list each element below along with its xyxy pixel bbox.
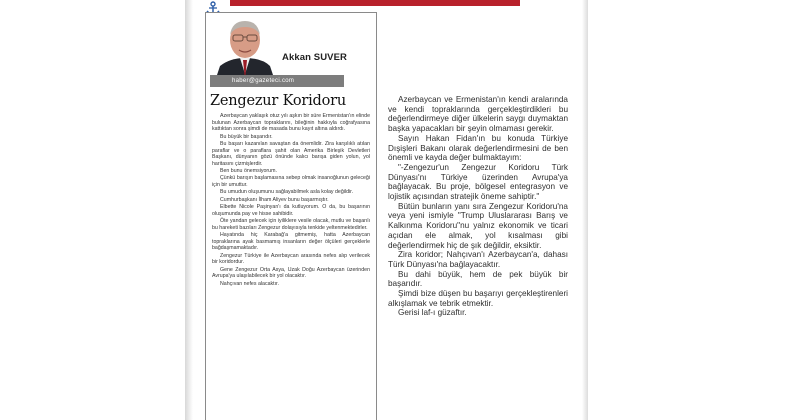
paragraph: Azerbaycan yaklaşık otuz yılı aşkın bir süre Ermenistan'ın elinde bulunan Azerbaycan topraklarını, bileğinin hakkıyla coğrafyasına kattıktan sonra şimdi de masada bunu kayıt altına aldırdı. bbox=[212, 113, 370, 133]
article-body-left bbox=[212, 113, 370, 288]
author-name: Akkan SUVER bbox=[282, 52, 347, 63]
paragraph: Azerbaycan ve Ermenistan'ın kendi aralarında ve kendi topraklarında gerçekleştirdikleri bu değerlendirmeye diğer ülkelerin saygı duymaktan başka yapacakları bir şeyin olmaması gerekir. bbox=[388, 95, 568, 134]
paragraph: Bu başarı kazanılan savaştan da önemlidir. Zira karşılıklı atılan paraflar ve o paraflara şahit olan Amerika Birleşik Devletleri Başkanı, dünyanın gözü önünde kalıcı barışa giden yolun, yol haritasını çizmişlerdir. bbox=[212, 140, 370, 167]
paragraph: Sayın Hakan Fidan'ın bu konuda Türkiye Dışişleri Bakanı olarak değerlendirmesini de ben önemli ve kayda değer bulmaktayım: bbox=[388, 133, 568, 163]
page-viewer-shadow-right bbox=[582, 0, 588, 420]
paragraph: Çünkü barışın başlamasına sebep olmak insanoğlunun geleceği için bir umuttur. bbox=[212, 175, 370, 189]
paragraph: Bu dahi büyük, hem de pek büyük bir başarıdır. bbox=[388, 269, 568, 289]
paragraph: Zira koridor; Nahçıvan'ı Azerbaycan'a, dahası Türk Dünyası'na bağlayacaktır. bbox=[388, 250, 568, 269]
paragraph: Ben bunu önemsiyorum. bbox=[220, 168, 277, 175]
newspaper-masthead-strip bbox=[230, 0, 520, 6]
paragraph: Bütün bunların yanı sıra Zengezur Koridoru'na veya yeni ismiyle "Trump Uluslararası Barış ve Kalkınma Koridoru"nu yalnız ekonomik ve ticari açıdan ele almak, yol kısalması gibi değerlendirmek hiç de şık değildir, eksiktir. bbox=[388, 201, 568, 250]
paragraph: Şimdi bize düşen bu başarıyı gerçekleştirenleri alkışlamak ve tebrik etmektir. bbox=[388, 289, 568, 308]
author-email: haber@gazeteci.com bbox=[210, 75, 344, 87]
paragraph: Hayatında hiç Karabağ'a gitmemiş, hatta Azerbaycan topraklarına ayak basmamış insanların değer ölçüleri gerçeklerle bağdaşmamaktadır. bbox=[212, 232, 370, 252]
page-viewer-shadow-left bbox=[185, 0, 193, 420]
paragraph: Elbette Nicole Paşinyan'ı da kutluyorum. O da, bu başarının oluşumunda pay ve hisse sahibidir. bbox=[212, 204, 370, 217]
article-body-right bbox=[388, 95, 568, 318]
paragraph: Gene Zengezur Orta Asya, Uzak Doğu Azerbaycan üzerinden Avrupa'ya ulaşılabilecek bir yol olacaktır. bbox=[212, 266, 370, 280]
paragraph: "-Zengezur'un Zengezur Koridoru Türk Dünyası'nı Türkiye üzerinden Avrupa'ya bağlayacak. Bu proje, bölgesel entegrasyon ve lojistik açısından stratejik öneme sahiptir." bbox=[388, 162, 568, 202]
paragraph: Zengezur Türkiye ile Azerbaycan arasında nefes alıp verilecek bir koridordur. bbox=[212, 252, 370, 266]
paragraph: Bu umudun oluşumunu sağlayabilmek asla kolay değildir. bbox=[220, 189, 354, 196]
paragraph: Gerisi laf-ı güzaftır. bbox=[398, 308, 467, 318]
paragraph: Bu büyük bir başarıdır. bbox=[220, 133, 273, 140]
paragraph: Öte yandan gelecek için iyiliklere vesile olacak, mutlu ve başarılı bu hareketi bazıları Zengezur dolayısıyla tenkide yeltenmektedirler. bbox=[212, 218, 370, 231]
paragraph: Nahçıvan nefes alacaktır. bbox=[220, 280, 279, 287]
author-photo bbox=[210, 14, 280, 84]
paragraph: Cumhurbaşkanı İlham Aliyev bunu başarmıştır. bbox=[220, 196, 329, 203]
article-title: Zengezur Koridoru bbox=[210, 93, 346, 109]
